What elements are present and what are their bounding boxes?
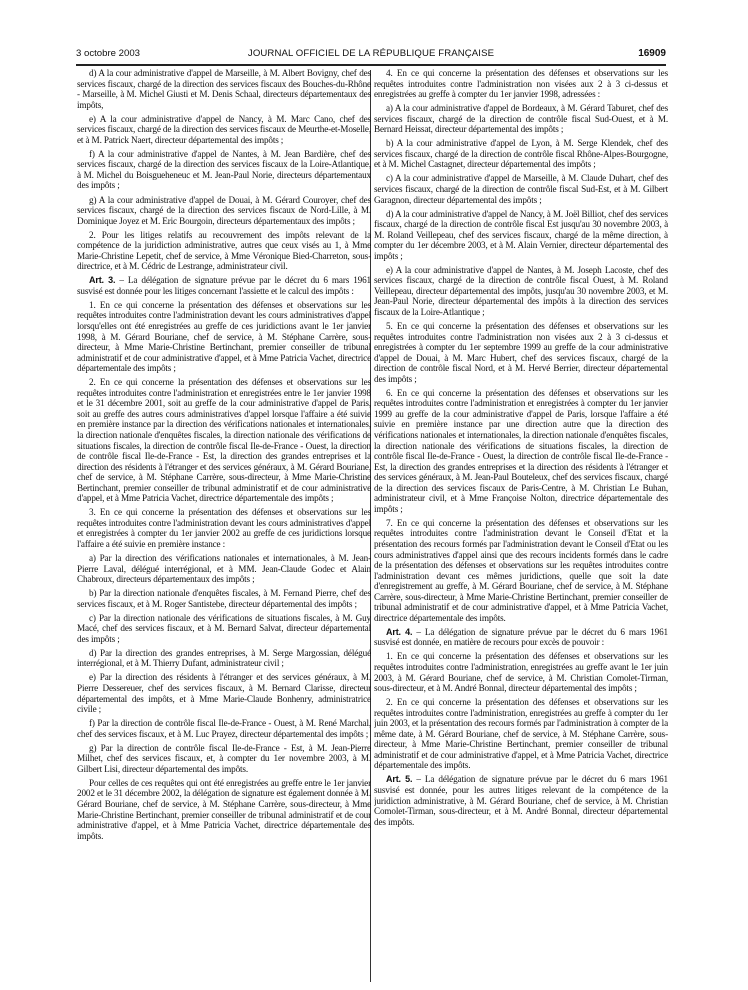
paragraph: [77, 648, 371, 669]
paragraph: [77, 588, 371, 609]
paragraph: [77, 114, 371, 146]
paragraph-text: 3. En ce qui concerne la présentation des défenses et observations sur les requêtes introduites contre l'administration devant les cours administratives d'appel et enregistrées à compter du 1er janvier 2002 au greffe de ces juridictions lorsque l'affaire a été suivie en première instance :: [77, 507, 371, 549]
paragraph-text: e) Par la direction des résidents à l'étranger et des services généraux, à M. Pierre Dessereuer, chef des services fiscaux, à M. Bernard Clarisse, directeur départemental des impôts, et à Mme Marie-Claude Bonhenry, administratrice civile ;: [77, 672, 371, 715]
paragraph-text: 4. En ce qui concerne la présentation des défenses et observations sur les requêtes introduites contre l'administration non visées aux 2 à 3 ci-dessus et enregistrées au greffe à compter du 1er janvier 1998, adressées :: [374, 68, 668, 100]
paragraph-text: d) A la cour administrative d'appel de Nancy, à M. Joël Billiot, chef des services fiscaux, chargé de la direction de contrôle fiscal Est jusqu'au 30 novembre 2003, à M. Roland Veillepeau, chef des services fiscaux, chargé de la même direction, à compter du 1er décembre 2003, et à M. Alain Vernier, directeur départemental des impôts ;: [374, 208, 668, 261]
paragraph: [374, 103, 668, 135]
paragraph-text: c) Par la direction nationale des vérifications de situations fiscales, à M. Guy Macé, chef des services fiscaux, et à M. Bernard Salvat, directeur départemental des impôts ;: [77, 612, 371, 644]
paragraph: [374, 68, 668, 100]
paragraph-text: e) A la cour administrative d'appel de Nancy, à M. Marc Cano, chef des services fiscaux, chargé de la direction des services fiscaux de Meurthe-et-Moselle, et à M. Patrick Naert, directeur départemental des impôts ;: [77, 113, 371, 145]
paragraph-text: 1. En ce qui concerne la présentation des défenses et observations sur les requêtes introduites contre l'administration devant les cours administratives d'appel lorsqu'elles ont été enregistrées au greffe de ces juridictions avant le 1er janvier 1998, à M. Gérard Bouriane, chef de service, à M. Stéphane Carrère, sous-directeur, à Mme Marie-Christine Bertinchant, premier conseiller de tribunal administratif et de cour administrative d'appel, et à Mme Patricia Vachet, directrice départementale des impôts ;: [77, 299, 371, 374]
paragraph: [77, 377, 371, 504]
paragraph-text: 2. En ce qui concerne la présentation des défenses et observations sur les requêtes introduites contre l'administration, enregistrées au greffe à compter du 1er juin 2003, et la présentation des recours formés par l'administration à compter de la même date, à M. Gérard Bouriane, chef de service, à M. Stéphane Carrère, sous-directeur, à Mme Marie-Christine Bertinchant, premier conseiller de tribunal administratif et de cour administrative d'appel, et à Mme Patricia Vachet, directrice départementale des impôts.: [374, 697, 668, 771]
paragraph: [374, 651, 668, 693]
paragraph-text: d) Par la direction des grandes entreprises, à M. Serge Margossian, délégué interrégional, et à M. Thierry Dufant, administrateur civil ;: [77, 647, 371, 669]
paragraph: [77, 195, 371, 227]
paragraph-text: b) A la cour administrative d'appel de Lyon, à M. Serge Klendek, chef des services fiscaux, chargé de la direction de contrôle fiscal Rhône-Alpes-Bourgogne, et à M. Michel Castagnet, directeur départemental des impôts ;: [374, 138, 668, 170]
page-number: 16909: [638, 48, 666, 59]
paragraph-text: – La délégation de signature prévue par le décret du 6 mars 1961 susvisé est donnée pour les litiges concernant l'assiette et le calcul des impôts :: [77, 275, 371, 296]
article-heading: Art. 5.: [386, 774, 413, 785]
paragraph: [374, 209, 668, 262]
paragraph: [77, 613, 371, 645]
paragraph: [77, 230, 371, 272]
paragraph-text: e) A la cour administrative d'appel de Nantes, à M. Joseph Lacoste, chef des services fiscaux, chargé de la direction de contrôle fiscal Ouest, à M. Roland Veillepeau, directeur départemental des impôts, jusqu'au 30 novembre 2003, et M. Jean-Paul Norie, directeur départemental des impôts à la direction des services fiscaux de la Loire-Atlantique ;: [374, 264, 668, 317]
journal-title: JOURNAL OFFICIEL DE LA RÉPUBLIQUE FRANÇAISE: [247, 48, 495, 59]
article-paragraph: [77, 275, 371, 296]
paragraph-text: 2. Pour les litiges relatifs au recouvrement des impôts relevant de la compétence de la juridiction administrative, autres que ceux visés au 1, à Mme Marie-Christine Lepetit, chef de service, à Mme Véronique Bied-Charreton, sous-directrice, et à M. Cédric de Lestrange, administrateur civil.: [77, 229, 371, 272]
left-column: [77, 68, 371, 986]
header-date: 3 octobre 2003: [76, 48, 141, 59]
paragraph: [77, 149, 371, 191]
article-heading: Art. 3.: [89, 275, 116, 286]
article-paragraph: [374, 774, 668, 827]
paragraph-text: a) A la cour administrative d'appel de Bordeaux, à M. Gérard Taburet, chef des services fiscaux, chargé de la direction de contrôle fiscal Sud-Ouest, et à M. Bernard Heissat, directeur départemental des impôts ;: [374, 103, 668, 135]
paragraph: [77, 553, 371, 585]
paragraph-text: 1. En ce qui concerne la présentation des défenses et observations sur les requêtes introduites contre l'administration, enregistrées au greffe avant le 1er juin 2003, à M. Gérard Bouriane, chef de service, à M. Christian Comolet-Tirman, sous-directeur, et à M. André Bonnal, directeur départemental des impôts ;: [374, 651, 668, 694]
paragraph-text: – La délégation de signature prévue par le décret du 6 mars 1961 susvisé est donnée, en matière de recours pour excès de pouvoir :: [374, 626, 668, 648]
paragraph: [374, 265, 668, 318]
paragraph-text: f) A la cour administrative d'appel de Nantes, à M. Jean Bardière, chef des services fiscaux, chargé de la direction des services fiscaux de la Loire-Atlantique, à M. Michel du Boisgueheneuc et M. Jean-Paul Norie, directeurs départementaux des impôts ;: [77, 148, 371, 191]
paragraph: [77, 718, 371, 739]
paragraph: [77, 672, 371, 714]
paragraph-text: a) Par la direction des vérifications nationales et internationales, à M. Jean-Pierre Laval, délégué interrégional, et à MM. Jean-Claude Godec et Alain Chabroux, directeurs départementaux des impôts ;: [77, 553, 371, 585]
paragraph-text: 6. En ce qui concerne la présentation des défenses et observations sur les requêtes introduites contre l'administration et enregistrées à compter du 1er janvier 1999 au greffe de la cour administrative d'appel de Paris, lorsque l'affaire a été suivie en première instance par une direction autre que la direction des vérifications nationales et internationales, la direction nationale d'enquêtes fiscales, la direction nationale des vérifications de situations fiscales, la direction de contrôle fiscal Ile-de-France - Ouest, la direction de contrôle fiscal Ile-de-France - Est, la direction des grandes entreprises et la direction des résidents à l'étranger et des services généraux, à M. Jean-Paul Bouteleux, chef des services fiscaux, chargé de la direction des services fiscaux de Paris-Centre, à M. Christian Le Buhan, administrateur civil, et à Mme Françoise Nolton, directrice départementale des impôts ;: [374, 387, 668, 514]
paragraph-text: f) Par la direction de contrôle fiscal Ile-de-France - Ouest, à M. René Marchal, chef des services fiscaux, et à M. Luc Prayez, directeur départemental des impôts ;: [77, 718, 371, 739]
paragraph-text: g) Par la direction de contrôle fiscal Ile-de-France - Est, à M. Jean-Pierre Milhet, chef des services fiscaux, et, à compter du 1er novembre 2003, à M. Gilbert Lisi, directeur départemental des impôts.: [77, 742, 371, 774]
paragraph: [374, 321, 668, 384]
paragraph-text: – La délégation de signature prévue par le décret du 6 mars 1961 susvisé est donnée, pour les autres litiges relevant de la compétence de la juridiction administrative, à M. Gérard Bouriane, chef de service, à M. Christian Comolet-Tirman, sous-directeur, et à M. André Bonnal, directeur départemental des impôts.: [374, 774, 668, 827]
paragraph: [374, 173, 668, 205]
paragraph-text: g) A la cour administrative d'appel de Douai, à M. Gérard Couroyer, chef des services fiscaux, chargé de la direction des services fiscaux de Nord-Lille, à M. Dominique Joyez et M. Eric Bourgoin, directeurs départementaux des impôts ;: [77, 194, 371, 226]
paragraph-text: d) A la cour administrative d'appel de Marseille, à M. Albert Bovigny, chef des services fiscaux, chargé de la direction des services fiscaux des Bouches-du-Rhône - Marseille, à M. Michel Giusti et M. Denis Schaal, directeurs départementaux des impôts,: [77, 68, 371, 110]
paragraph: [77, 300, 371, 374]
paragraph: [77, 778, 371, 841]
paragraph: [77, 68, 371, 110]
paragraph-text: Pour celles de ces requêtes qui ont été enregistrées au greffe entre le 1er janvier 2002 et le 31 décembre 2002, la délégation de signature est également donnée à M. Gérard Bouriane, chef de service, à M. Stéphane Carrère, sous-directeur, à Mme Marie-Christine Bertinchant, premier conseiller de tribunal administratif et de cour administrative d'appel, et à Mme Patricia Vachet, directrice départementale des impôts.: [77, 777, 371, 841]
paragraph-text: b) Par la direction nationale d'enquêtes fiscales, à M. Fernand Pierre, chef des services fiscaux, et à M. Roger Santistebe, directeur départemental des impôts ;: [77, 588, 371, 609]
right-column: [374, 68, 668, 986]
header-rule: [76, 64, 666, 66]
paragraph: [77, 507, 371, 549]
paragraph: [77, 743, 371, 775]
paragraph: [374, 518, 668, 623]
article-paragraph: [374, 627, 668, 648]
paragraph-text: 7. En ce qui concerne la présentation des défenses et observations sur les requêtes introduites contre l'administration devant le Conseil d'Etat et la présentation des recours formés par l'administration devant le Conseil d'Etat ou les cours administratives d'appel ainsi que des recours incidents formés dans le cadre de la présentation des défenses et observations sur les requêtes introduites contre l'administration devant ces mêmes juridictions, quelle que soit la date d'enregistrement au greffe, à M. Gérard Bouriane, chef de service, à M. Stéphane Carrère, sous-directeur, à Mme Marie-Christine Bertinchant, premier conseiller de tribunal administratif et de cour administrative d'appel, et à Mme Patricia Vachet, directrice départementale des impôts.: [374, 517, 668, 623]
paragraph-text: 2. En ce qui concerne la présentation des défenses et observations sur les requêtes introduites contre l'administration et enregistrées entre le 1er janvier 1998 et le 31 décembre 2001, soit au greffe de la cour administrative d'appel de Paris, soit au greffe des autres cours administratives d'appel lorsque l'affaire a été suivie en première instance par la direction des vérifications nationales et internationales, la direction nationale d'enquêtes fiscales, la direction nationale des vérifications de situations fiscales, la direction de contrôle fiscal Ile-de-France - Ouest, la direction de contrôle fiscal Ile-de-France - Est, la direction des grandes entreprises et la direction des résidents à l'étranger et des services généraux, à M. Gérard Bouriane, chef de service, à M. Stéphane Carrère, sous-directeur, à Mme Marie-Christine Bertinchant, premier conseiller de tribunal administratif et de cour administrative d'appel, et à Mme Patricia Vachet, directrice départementale des impôts ;: [77, 377, 371, 504]
paragraph: [374, 138, 668, 170]
paragraph: [374, 697, 668, 771]
paragraph: [374, 388, 668, 515]
paragraph-text: 5. En ce qui concerne la présentation des défenses et observations sur les requêtes introduites contre l'administration non visées aux 2 à 3 ci-dessus et enregistrées à compter du 1er septembre 1999 au greffe de la cour administrative d'appel de Douai, à M. Marc Hubert, chef des services fiscaux, chargé de la direction de contrôle fiscal Nord, et à M. Hervé Berrier, directeur départemental des impôts ;: [374, 321, 668, 384]
paragraph-text: c) A la cour administrative d'appel de Marseille, à M. Claude Duhart, chef des services fiscaux, chargé de la direction de contrôle fiscal Sud-Est, et à M. Gilbert Garagnon, directeur départemental des impôts ;: [374, 173, 668, 205]
article-heading: Art. 4.: [386, 626, 413, 637]
page-header: [76, 48, 666, 62]
